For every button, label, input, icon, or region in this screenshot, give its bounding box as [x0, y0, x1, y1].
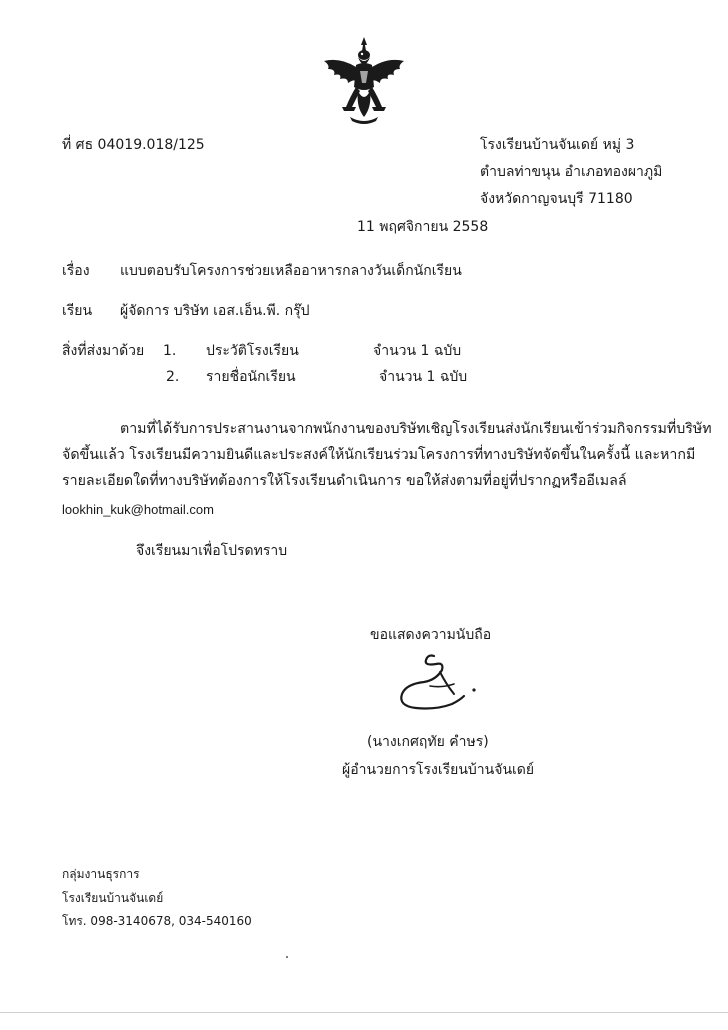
- closing-line: จึงเรียนมาเพื่อโปรดทราบ: [136, 543, 288, 559]
- enclosure-number: 1.: [163, 343, 177, 359]
- body-paragraph-line: จัดขึ้นแล้ว โรงเรียนมีความยินดีและประสงค์ให้นักเรียนร่วมโครงการที่ทางบริษัทจัดขึ้นในครั้งนี้ และหากมี: [62, 447, 696, 463]
- school-address-line-2: ตำบลท่าขนุน อำเภอทองผาภูมิ: [480, 164, 663, 180]
- footer-school: โรงเรียนบ้านจันเดย์: [62, 891, 164, 905]
- letter-date: 11 พฤศจิกายน 2558: [357, 219, 489, 235]
- garuda-emblem-icon: [318, 35, 410, 127]
- scan-edge-line: [0, 1012, 728, 1013]
- school-address-line-3: จังหวัดกาญจนบุรี 71180: [480, 191, 633, 207]
- reference-number: ที่ ศธ 04019.018/125: [62, 137, 205, 153]
- body-paragraph-line: รายละเอียดใดที่ทางบริษัทต้องการให้โรงเรียนดำเนินการ ขอให้ส่งตามที่อยู่ที่ปรากฏหรืออีเมลล์: [62, 473, 627, 489]
- enclosure-quantity: จำนวน 1 ฉบับ: [379, 369, 468, 385]
- school-address-line-1: โรงเรียนบ้านจันเดย์ หมู่ 3: [480, 137, 635, 153]
- signatory-title: ผู้อำนวยการโรงเรียนบ้านจันเดย์: [342, 762, 535, 778]
- contact-email: lookhin_kuk@hotmail.com: [62, 502, 214, 517]
- handwritten-signature: [384, 650, 488, 714]
- subject-text: แบบตอบรับโครงการช่วยเหลืออาหารกลางวันเด็กนักเรียน: [120, 263, 462, 279]
- enclosure-quantity: จำนวน 1 ฉบับ: [373, 343, 462, 359]
- complimentary-close: ขอแสดงความนับถือ: [370, 627, 492, 643]
- recipient-text: ผู้จัดการ บริษัท เอส.เอ็น.พี. กรุ๊ป: [120, 303, 310, 319]
- enclosure-number: 2.: [166, 369, 180, 385]
- recipient-label: เรียน: [62, 303, 93, 319]
- footer-phone: โทร. 098-3140678, 034-540160: [62, 914, 252, 928]
- signatory-name: (นางเกศฤทัย คำษร): [367, 734, 489, 750]
- scan-speck: [286, 956, 288, 958]
- enclosure-name: รายชื่อนักเรียน: [206, 369, 296, 385]
- body-paragraph-line: ตามที่ได้รับการประสานงานจากพนักงานของบริษัทเชิญโรงเรียนส่งนักเรียนเข้าร่วมกิจกรรมที่บริษัท: [120, 421, 712, 437]
- subject-label: เรื่อง: [62, 263, 90, 279]
- footer-department: กลุ่มงานธุรการ: [62, 867, 140, 881]
- enclosure-name: ประวัติโรงเรียน: [206, 343, 299, 359]
- enclosures-label: สิ่งที่ส่งมาด้วย: [62, 343, 145, 359]
